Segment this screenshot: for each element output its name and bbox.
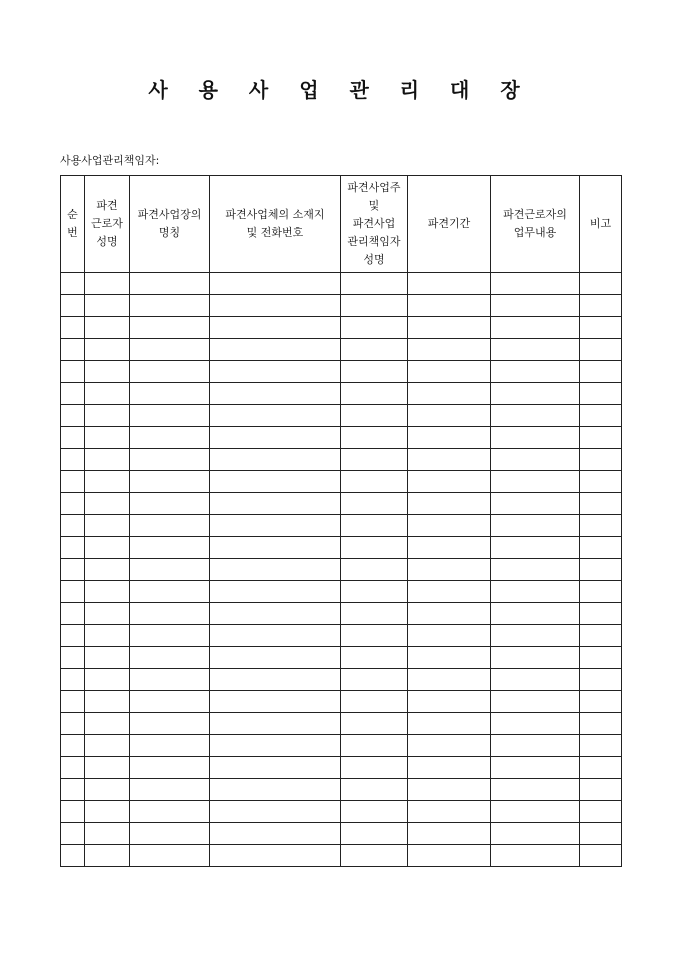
table-cell[interactable] [341,823,408,845]
table-cell[interactable] [408,735,491,757]
table-cell[interactable] [85,383,130,405]
table-row [61,757,622,779]
table-cell[interactable] [580,647,622,669]
table-cell[interactable] [408,801,491,823]
table-cell[interactable] [61,339,85,361]
table-cell[interactable] [130,779,210,801]
header-company-address-phone: 파견사업체의 소재지 및 전화번호 [210,176,341,273]
table-row [61,603,622,625]
table-cell[interactable] [580,383,622,405]
table-cell[interactable] [85,273,130,295]
table-cell[interactable] [408,537,491,559]
table-cell[interactable] [210,647,341,669]
table-cell[interactable] [491,691,580,713]
register-table [60,175,622,867]
table-cell[interactable] [130,735,210,757]
table-cell[interactable] [580,625,622,647]
table-cell[interactable] [491,295,580,317]
table-cell[interactable] [580,581,622,603]
table-cell[interactable] [85,361,130,383]
table-cell[interactable] [130,427,210,449]
table-cell[interactable] [491,317,580,339]
table-cell[interactable] [130,449,210,471]
table-cell[interactable] [210,691,341,713]
table-cell[interactable] [491,471,580,493]
table-cell[interactable] [408,647,491,669]
table-cell[interactable] [210,845,341,867]
table-cell[interactable] [408,691,491,713]
table-cell[interactable] [341,669,408,691]
table-cell[interactable] [85,823,130,845]
table-cell[interactable] [341,273,408,295]
table-cell[interactable] [491,427,580,449]
table-row [61,537,622,559]
table-cell[interactable] [491,559,580,581]
table-row [61,471,622,493]
table-cell[interactable] [580,493,622,515]
table-cell[interactable] [341,449,408,471]
table-cell[interactable] [61,845,85,867]
table-cell[interactable] [61,515,85,537]
table-cell[interactable] [341,603,408,625]
header-workplace-name: 파견사업장의 명칭 [130,176,210,273]
table-cell[interactable] [61,537,85,559]
table-cell[interactable] [85,405,130,427]
table-row [61,449,622,471]
table-cell[interactable] [85,713,130,735]
table-row [61,713,622,735]
header-dispatch-period: 파견기간 [408,176,491,273]
table-cell[interactable] [61,625,85,647]
table-cell[interactable] [85,603,130,625]
table-cell[interactable] [408,845,491,867]
header-worker-name: 파견 근로자 성명 [85,176,130,273]
table-cell[interactable] [61,273,85,295]
table-cell[interactable] [85,493,130,515]
table-cell[interactable] [341,515,408,537]
table-cell[interactable] [580,801,622,823]
table-cell[interactable] [61,471,85,493]
table-cell[interactable] [130,757,210,779]
table-row [61,647,622,669]
table-cell[interactable] [408,757,491,779]
table-cell[interactable] [61,493,85,515]
table-row [61,581,622,603]
table-cell[interactable] [130,295,210,317]
table-cell[interactable] [341,339,408,361]
table-cell[interactable] [130,383,210,405]
table-cell[interactable] [210,515,341,537]
table-cell[interactable] [130,339,210,361]
table-cell[interactable] [408,295,491,317]
table-cell[interactable] [210,779,341,801]
table-row [61,339,622,361]
table-cell[interactable] [130,273,210,295]
table-cell[interactable] [210,449,341,471]
table-row [61,317,622,339]
table-row [61,823,622,845]
table-row [61,845,622,867]
table-row [61,361,622,383]
table-cell[interactable] [130,317,210,339]
table-cell[interactable] [130,361,210,383]
table-cell[interactable] [210,603,341,625]
table-cell[interactable] [491,273,580,295]
header-row [61,176,622,273]
table-cell[interactable] [85,427,130,449]
table-cell[interactable] [130,713,210,735]
table-cell[interactable] [61,559,85,581]
table-row [61,669,622,691]
table-cell[interactable] [491,603,580,625]
table-row [61,735,622,757]
table-cell[interactable] [408,273,491,295]
table-cell[interactable] [341,581,408,603]
table-cell[interactable] [61,405,85,427]
table-cell[interactable] [341,735,408,757]
table-cell[interactable] [580,295,622,317]
table-cell[interactable] [408,493,491,515]
table-cell[interactable] [130,625,210,647]
table-cell[interactable] [491,823,580,845]
table-cell[interactable] [408,317,491,339]
table-cell[interactable] [341,801,408,823]
table-cell[interactable] [491,383,580,405]
table-cell[interactable] [341,405,408,427]
table-cell[interactable] [408,823,491,845]
table-cell[interactable] [85,559,130,581]
table-row [61,295,622,317]
table-cell[interactable] [408,427,491,449]
table-cell[interactable] [408,603,491,625]
table-cell[interactable] [408,515,491,537]
table-cell[interactable] [408,713,491,735]
table-cell[interactable] [85,691,130,713]
table-cell[interactable] [85,295,130,317]
manager-label: 사용사업관리책임자: [60,154,160,167]
table-cell[interactable] [341,647,408,669]
table-cell[interactable] [61,757,85,779]
table-cell[interactable] [408,361,491,383]
table-cell[interactable] [580,845,622,867]
table-cell[interactable] [341,383,408,405]
table-cell[interactable] [341,779,408,801]
table-cell[interactable] [341,427,408,449]
table-cell[interactable] [61,603,85,625]
table-row [61,779,622,801]
table-cell[interactable] [341,713,408,735]
table-cell[interactable] [491,713,580,735]
table-cell[interactable] [61,295,85,317]
table-cell[interactable] [580,669,622,691]
table-cell[interactable] [85,537,130,559]
table-cell[interactable] [130,603,210,625]
table-row [61,801,622,823]
table-cell[interactable] [408,625,491,647]
table-cell[interactable] [341,537,408,559]
table-cell[interactable] [580,537,622,559]
table-cell[interactable] [580,449,622,471]
table-cell[interactable] [130,581,210,603]
table-cell[interactable] [85,757,130,779]
table-cell[interactable] [61,669,85,691]
table-row [61,625,622,647]
table-cell[interactable] [580,339,622,361]
table-cell[interactable] [61,317,85,339]
table-cell[interactable] [408,339,491,361]
table-cell[interactable] [85,801,130,823]
table-cell[interactable] [580,603,622,625]
table-cell[interactable] [408,779,491,801]
table-cell[interactable] [491,735,580,757]
table-cell[interactable] [61,779,85,801]
table-cell[interactable] [85,449,130,471]
table-cell[interactable] [85,779,130,801]
table-cell[interactable] [210,295,341,317]
table-cell[interactable] [491,515,580,537]
table-cell[interactable] [210,383,341,405]
table-cell[interactable] [408,669,491,691]
table-cell[interactable] [580,713,622,735]
table-cell[interactable] [130,537,210,559]
table-cell[interactable] [491,339,580,361]
table-cell[interactable] [210,427,341,449]
table-cell[interactable] [580,405,622,427]
table-cell[interactable] [580,691,622,713]
table-cell[interactable] [210,493,341,515]
table-cell[interactable] [580,361,622,383]
table-row [61,691,622,713]
table-cell[interactable] [491,537,580,559]
table-cell[interactable] [85,845,130,867]
table-cell[interactable] [341,493,408,515]
table-cell[interactable] [61,735,85,757]
table-cell[interactable] [130,691,210,713]
table-cell[interactable] [491,647,580,669]
table-cell[interactable] [491,493,580,515]
table-cell[interactable] [580,559,622,581]
table-cell[interactable] [61,449,85,471]
table-cell[interactable] [85,735,130,757]
table-cell[interactable] [408,405,491,427]
header-work-description: 파견근로자의 업무내용 [491,176,580,273]
table-cell[interactable] [491,449,580,471]
table-row [61,515,622,537]
table-cell[interactable] [341,559,408,581]
table-cell[interactable] [580,757,622,779]
table-cell[interactable] [61,691,85,713]
table-cell[interactable] [580,779,622,801]
table-cell[interactable] [61,801,85,823]
table-cell[interactable] [580,273,622,295]
header-remarks: 비고 [580,176,622,273]
table-row [61,405,622,427]
table-cell[interactable] [130,471,210,493]
table-cell[interactable] [580,471,622,493]
table-cell[interactable] [491,757,580,779]
table-cell[interactable] [210,757,341,779]
header-employer-manager-name: 파견사업주 및 파견사업 관리책임자 성명 [341,176,408,273]
table-cell[interactable] [210,713,341,735]
table-cell[interactable] [341,317,408,339]
table-cell[interactable] [210,317,341,339]
table-cell[interactable] [341,845,408,867]
table-cell[interactable] [130,669,210,691]
table-cell[interactable] [85,625,130,647]
table-cell[interactable] [210,537,341,559]
table-cell[interactable] [130,845,210,867]
table-cell[interactable] [408,581,491,603]
table-cell[interactable] [408,471,491,493]
table-cell[interactable] [580,317,622,339]
table-cell[interactable] [408,383,491,405]
table-cell[interactable] [491,801,580,823]
table-cell[interactable] [341,295,408,317]
table-row [61,559,622,581]
table-cell[interactable] [491,361,580,383]
table-cell[interactable] [85,339,130,361]
table-cell[interactable] [491,779,580,801]
table-cell[interactable] [61,823,85,845]
table-cell[interactable] [408,559,491,581]
table-cell[interactable] [341,625,408,647]
table-cell[interactable] [210,669,341,691]
table-cell[interactable] [210,339,341,361]
table-cell[interactable] [61,383,85,405]
table-cell[interactable] [61,581,85,603]
table-cell[interactable] [130,405,210,427]
table-row [61,383,622,405]
table-cell[interactable] [210,471,341,493]
table-cell[interactable] [580,735,622,757]
table-cell[interactable] [210,625,341,647]
table-cell[interactable] [210,801,341,823]
table-cell[interactable] [85,471,130,493]
table-cell[interactable] [408,449,491,471]
table-cell[interactable] [580,427,622,449]
table-row [61,427,622,449]
table-cell[interactable] [85,317,130,339]
table-cell[interactable] [341,471,408,493]
table-cell[interactable] [210,823,341,845]
table-cell[interactable] [491,405,580,427]
table-cell[interactable] [130,823,210,845]
table-row [61,273,622,295]
table-cell[interactable] [210,735,341,757]
table-cell[interactable] [130,493,210,515]
table-cell[interactable] [130,801,210,823]
table-cell[interactable] [130,647,210,669]
register-body [61,273,622,867]
table-cell[interactable] [491,625,580,647]
table-cell[interactable] [491,669,580,691]
document-title: 사 용 사 업 관 리 대 장 [148,78,532,102]
table-cell[interactable] [85,647,130,669]
table-cell[interactable] [130,559,210,581]
table-cell[interactable] [210,273,341,295]
table-cell[interactable] [341,757,408,779]
header-seq-no: 순 번 [61,176,85,273]
table-cell[interactable] [210,405,341,427]
table-cell[interactable] [341,691,408,713]
table-cell[interactable] [580,823,622,845]
table-cell[interactable] [61,647,85,669]
table-cell[interactable] [491,581,580,603]
table-cell[interactable] [210,581,341,603]
table-cell[interactable] [491,845,580,867]
table-cell[interactable] [61,427,85,449]
table-cell[interactable] [341,361,408,383]
table-cell[interactable] [210,559,341,581]
table-cell[interactable] [85,669,130,691]
table-row [61,493,622,515]
table-cell[interactable] [61,713,85,735]
table-cell[interactable] [580,515,622,537]
table-cell[interactable] [210,361,341,383]
table-cell[interactable] [61,361,85,383]
table-cell[interactable] [85,515,130,537]
table-cell[interactable] [130,515,210,537]
table-cell[interactable] [85,581,130,603]
